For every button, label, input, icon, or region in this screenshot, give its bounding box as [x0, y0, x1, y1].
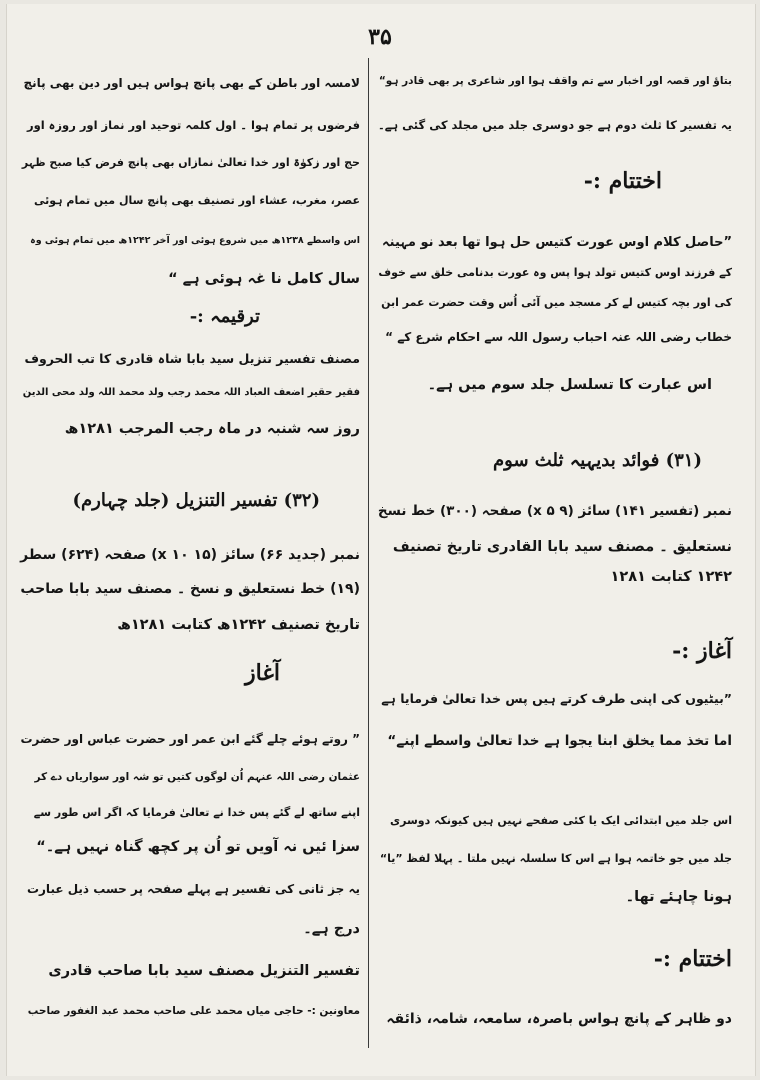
text-line: جلد میں جو خاتمہ ہوا ہے اس کا سلسلہ نہیں ملتا ۔ پہلا لفظ ”یا“: [379, 852, 732, 865]
text-line: خطاب رضی اللہ عنہ احباب رسول اللہ سے احکام شرع کے “: [385, 330, 732, 344]
text-line: اپنے ساتھ لے گئے پس خدا نے تعالیٰ فرمایا کہ اگر اس طور سے: [33, 806, 360, 819]
heading-tarqima: ترقیمہ :-: [189, 306, 260, 327]
text-line: ”حاصل کلام اوس عورت کتیس حل ہوا تھا بعد نو مہینہ: [382, 235, 732, 250]
text-line: لامسہ اور باطن کے بھی پانچ ہواس ہیں اور دین بھی پانچ: [23, 76, 360, 90]
text-line: اما تخذ مما یخلق ابنا یجوا ہے خدا تعالیٰ واسطے اپنے“: [387, 733, 732, 749]
text-line: اس واسطے ۱۲۳۸ھ میں شروع ہوئی اور آخر ۱۲۴۲ھ میں تمام ہوئی وہ: [30, 235, 360, 246]
text-line: ۱۲۴۲ کتابت ۱۲۸۱: [610, 569, 732, 585]
text-line: حج اور زکوٰۃ اور خدا تعالیٰ نمازاں بھی پانچ فرض کیا صبح ظہر: [21, 156, 360, 169]
text-line: ہونا چاہئے تھا۔: [625, 889, 732, 905]
text-line: تفسیر التنزیل مصنف سید بابا صاحب قادری: [48, 963, 360, 979]
text-line: یہ تفسیر کا ثلث دوم ہے جو دوسری جلد میں مجلد کی گئی ہے۔: [377, 118, 732, 132]
text-line: فقیر حقیر اضعف العباد اللہ محمد رجب ولد محمد اللہ ولد محی الدین: [22, 387, 360, 398]
text-line: یہ جز ثانی کی تفسیر ہے پہلے صفحہ پر حسب ذیل عبارت: [26, 882, 360, 896]
text-line: معاونین :- حاجی میاں محمد علی صاحب محمد عبد الغفور صاحب: [27, 1005, 360, 1017]
heading-aghaz: آغاز :-: [672, 638, 732, 664]
text-line: سزا ئیں نہ آویں تو اُن پر کچھ گناہ نہیں ہے۔“: [36, 839, 360, 855]
heading-section-32: (۳۲) تفسیر التنزیل (جلد چہارم): [72, 490, 320, 511]
heading-ikhtitam: اختتام :-: [583, 168, 662, 194]
heading-ikhtitam: اختتام :-: [653, 946, 732, 972]
page-number: ۳۵: [368, 24, 392, 50]
text-line: ”بیٹیوں کی اپنی طرف کرتے ہیں پس خدا تعالیٰ فرمایا ہے: [381, 691, 732, 706]
heading-aghaz: آغاز: [245, 660, 280, 686]
text-line: نستعلیق ۔ مصنف سید بابا القادری تاریخ تصنیف: [392, 539, 732, 555]
column-divider: [368, 58, 369, 1048]
text-line: کی اور بچہ کتیس لے کر مسجد میں آئی اُس وقت حضرت عمر ابن: [381, 296, 732, 309]
text-line: مصنف تفسیر تنزیل سید بابا شاہ قادری کا تب الحروف: [24, 351, 360, 366]
text-line: فرضوں پر تمام ہوا ۔ اول کلمہ توحید اور نماز اور روزہ اور: [26, 118, 360, 132]
text-line: نمبر (جدید ۶۶) سائز (۱۵ x ۱۰) صفحہ (۶۲۴) سطر: [20, 547, 360, 563]
text-line: (۱۹) خط نستعلیق و نسخ ۔ مصنف سید بابا صاحب: [20, 581, 360, 597]
text-line: سال کامل نا غہ ہوئی ہے “: [168, 271, 360, 287]
text-line: درج ہے۔: [303, 921, 360, 937]
text-line: کے فرزند اوس کتیس تولد ہوا پس وہ عورت بدنامی خلق سے خوف: [378, 266, 732, 279]
text-line: اس جلد میں ابتدائی ایک یا کئی صفحے نہیں ہیں کیونکہ دوسری: [390, 814, 732, 827]
text-line: دو ظاہر کے پانچ ہواس باصرہ، سامعہ، شامہ، ذائقہ: [386, 1011, 732, 1027]
text-line: اس عبارت کا تسلسل جلد سوم میں ہے۔: [427, 377, 712, 393]
text-line: عصر، مغرب، عشاء اور تصنیف بھی پانچ سال میں تمام ہوئی: [33, 194, 360, 207]
text-line: ” روتے ہوئے چلے گئے ابن عمر اور حضرت عباس اور حضرت: [20, 732, 360, 746]
text-line: روز سہ شنبہ در ماہ رجب المرجب ۱۲۸۱ھ: [64, 421, 360, 437]
text-line: تاریخ تصنیف ۱۲۴۲ھ کتابت ۱۲۸۱ھ: [117, 617, 360, 633]
text-line: نمبر (تفسیر ۱۴۱) سائز (۹ x ۵) صفحہ (۳۰۰) خط نسخ: [377, 503, 732, 519]
text-line: بتاؤ اور قصہ اور اخبار سے تم واقف ہوا اور شاعری پر بھی قادر ہو“: [378, 75, 732, 87]
text-line: عثمان رضی اللہ عنہم اُن لوگوں کتیں تو شہ اور سواریاں دے کر: [34, 771, 360, 783]
heading-section-31: (۳۱) فوائد بدیہیہ ثلث سوم: [493, 450, 702, 471]
